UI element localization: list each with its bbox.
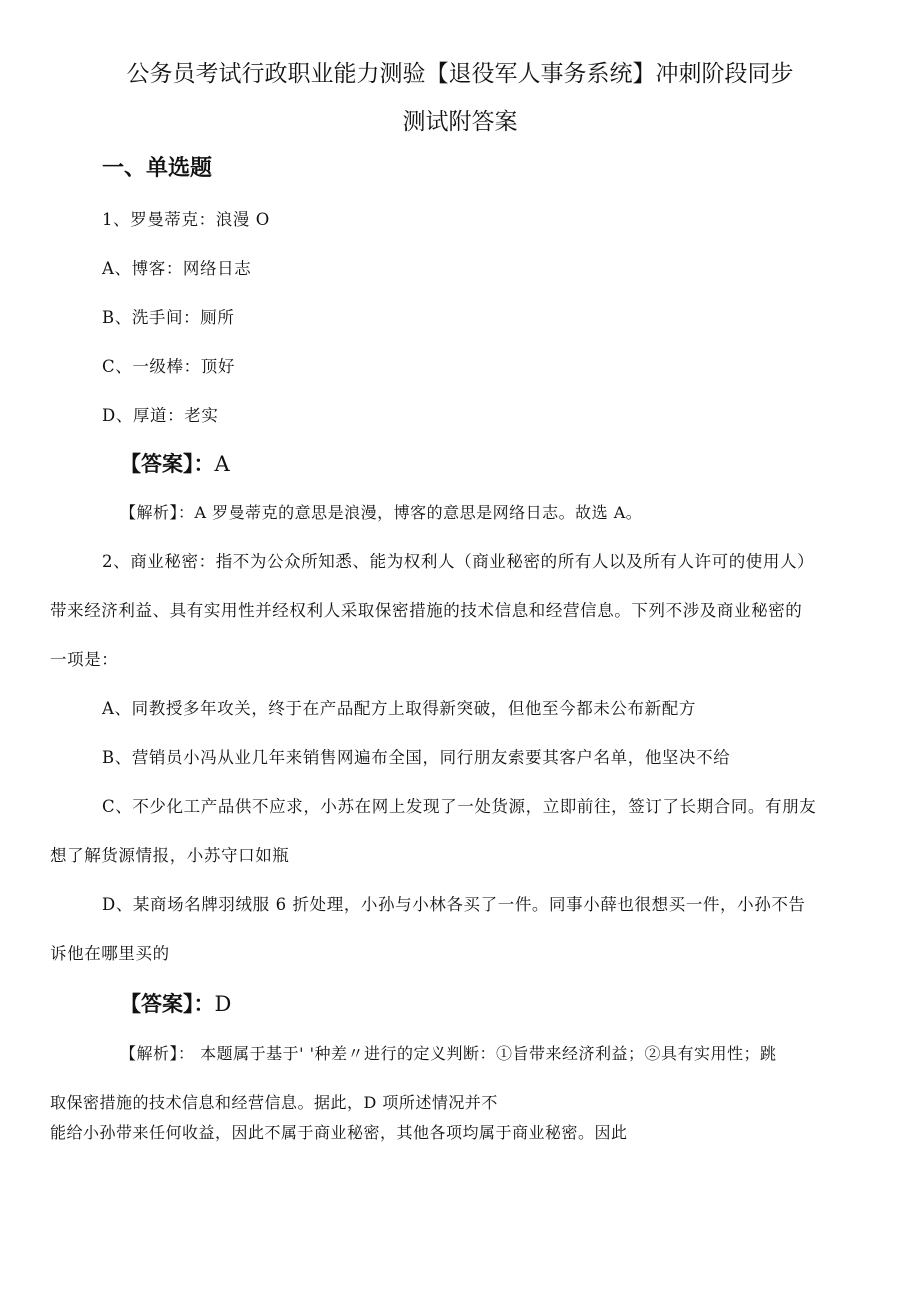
q1-option-c: C、一级棒：顶好 xyxy=(102,357,235,376)
q1-option-d: D、厚道：老实 xyxy=(102,406,219,425)
q2-option-b: B、营销员小冯从业几年来销售网遍布全国，同行朋友索要其客户名单，他坚决不给 xyxy=(102,748,731,767)
q2-option-d-line-1: D、某商场名牌羽绒服 6 折处理，小孙与小林各买了一件。同事小薛也很想买一件，小孙不告 xyxy=(102,895,806,914)
q1-answer xyxy=(120,449,230,479)
q2-option-c-line-2: 想了解货源情报，小苏守口如瓶 xyxy=(50,846,290,865)
q2-answer-value: D xyxy=(214,992,232,1016)
q2-stem-line-3: 一项是： xyxy=(50,650,119,669)
q1-explanation: 【解析】：A 罗曼蒂克的意思是浪漫，博客的意思是网络日志。故选 A。 xyxy=(120,503,643,522)
q2-option-a: A、同教授多年攻关，终于在产品配方上取得新突破，但他至今都未公布新配方 xyxy=(102,699,696,718)
q2-stem-line-1: 2、商业秘密：指不为公众所知悉、能为权利人（商业秘密的所有人以及所有人许可的使用人） xyxy=(102,552,815,571)
document-title-line-2: 测试附答案 xyxy=(402,109,518,135)
q1-answer-value: A xyxy=(214,452,230,476)
q2-option-d-line-2: 诉他在哪里买的 xyxy=(50,944,170,963)
q2-answer xyxy=(120,989,231,1019)
q1-stem: 1、罗曼蒂克：浪漫 O xyxy=(102,210,270,229)
section-heading: 一、单选题 xyxy=(102,156,213,181)
q1-answer-label: 【答案】： xyxy=(120,452,215,476)
q1-option-a: A、博客：网络日志 xyxy=(102,259,252,278)
q2-answer-label: 【答案】： xyxy=(120,992,215,1016)
q2-option-c-line-1: C、不少化工产品供不应求，小苏在网上发现了一处货源，立即前往，签订了长期合同。有朋友 xyxy=(102,797,817,816)
q1-option-b: B、洗手间：厕所 xyxy=(102,308,235,327)
q2-stem-line-2: 带来经济利益、具有实用性并经权利人采取保密措施的技术信息和经营信息。下列不涉及商业秘密的 xyxy=(50,601,803,620)
q2-explanation-line-1: 【解析】： 本题属于基于' '种差〃进行的定义判断：①旨带来经济利益；②具有实用性；跳 xyxy=(120,1044,777,1063)
q2-explanation-line-2: 取保密措施的技术信息和经营信息。据此，D 项所述情况并不 xyxy=(50,1093,498,1112)
document-title-line-1: 公务员考试行政职业能力测验【退役军人事务系统】冲刺阶段同步 xyxy=(126,61,794,87)
q2-explanation-line-3: 能给小孙带来任何收益，因此不属于商业秘密，其他各项均属于商业秘密。因此 xyxy=(50,1123,628,1142)
